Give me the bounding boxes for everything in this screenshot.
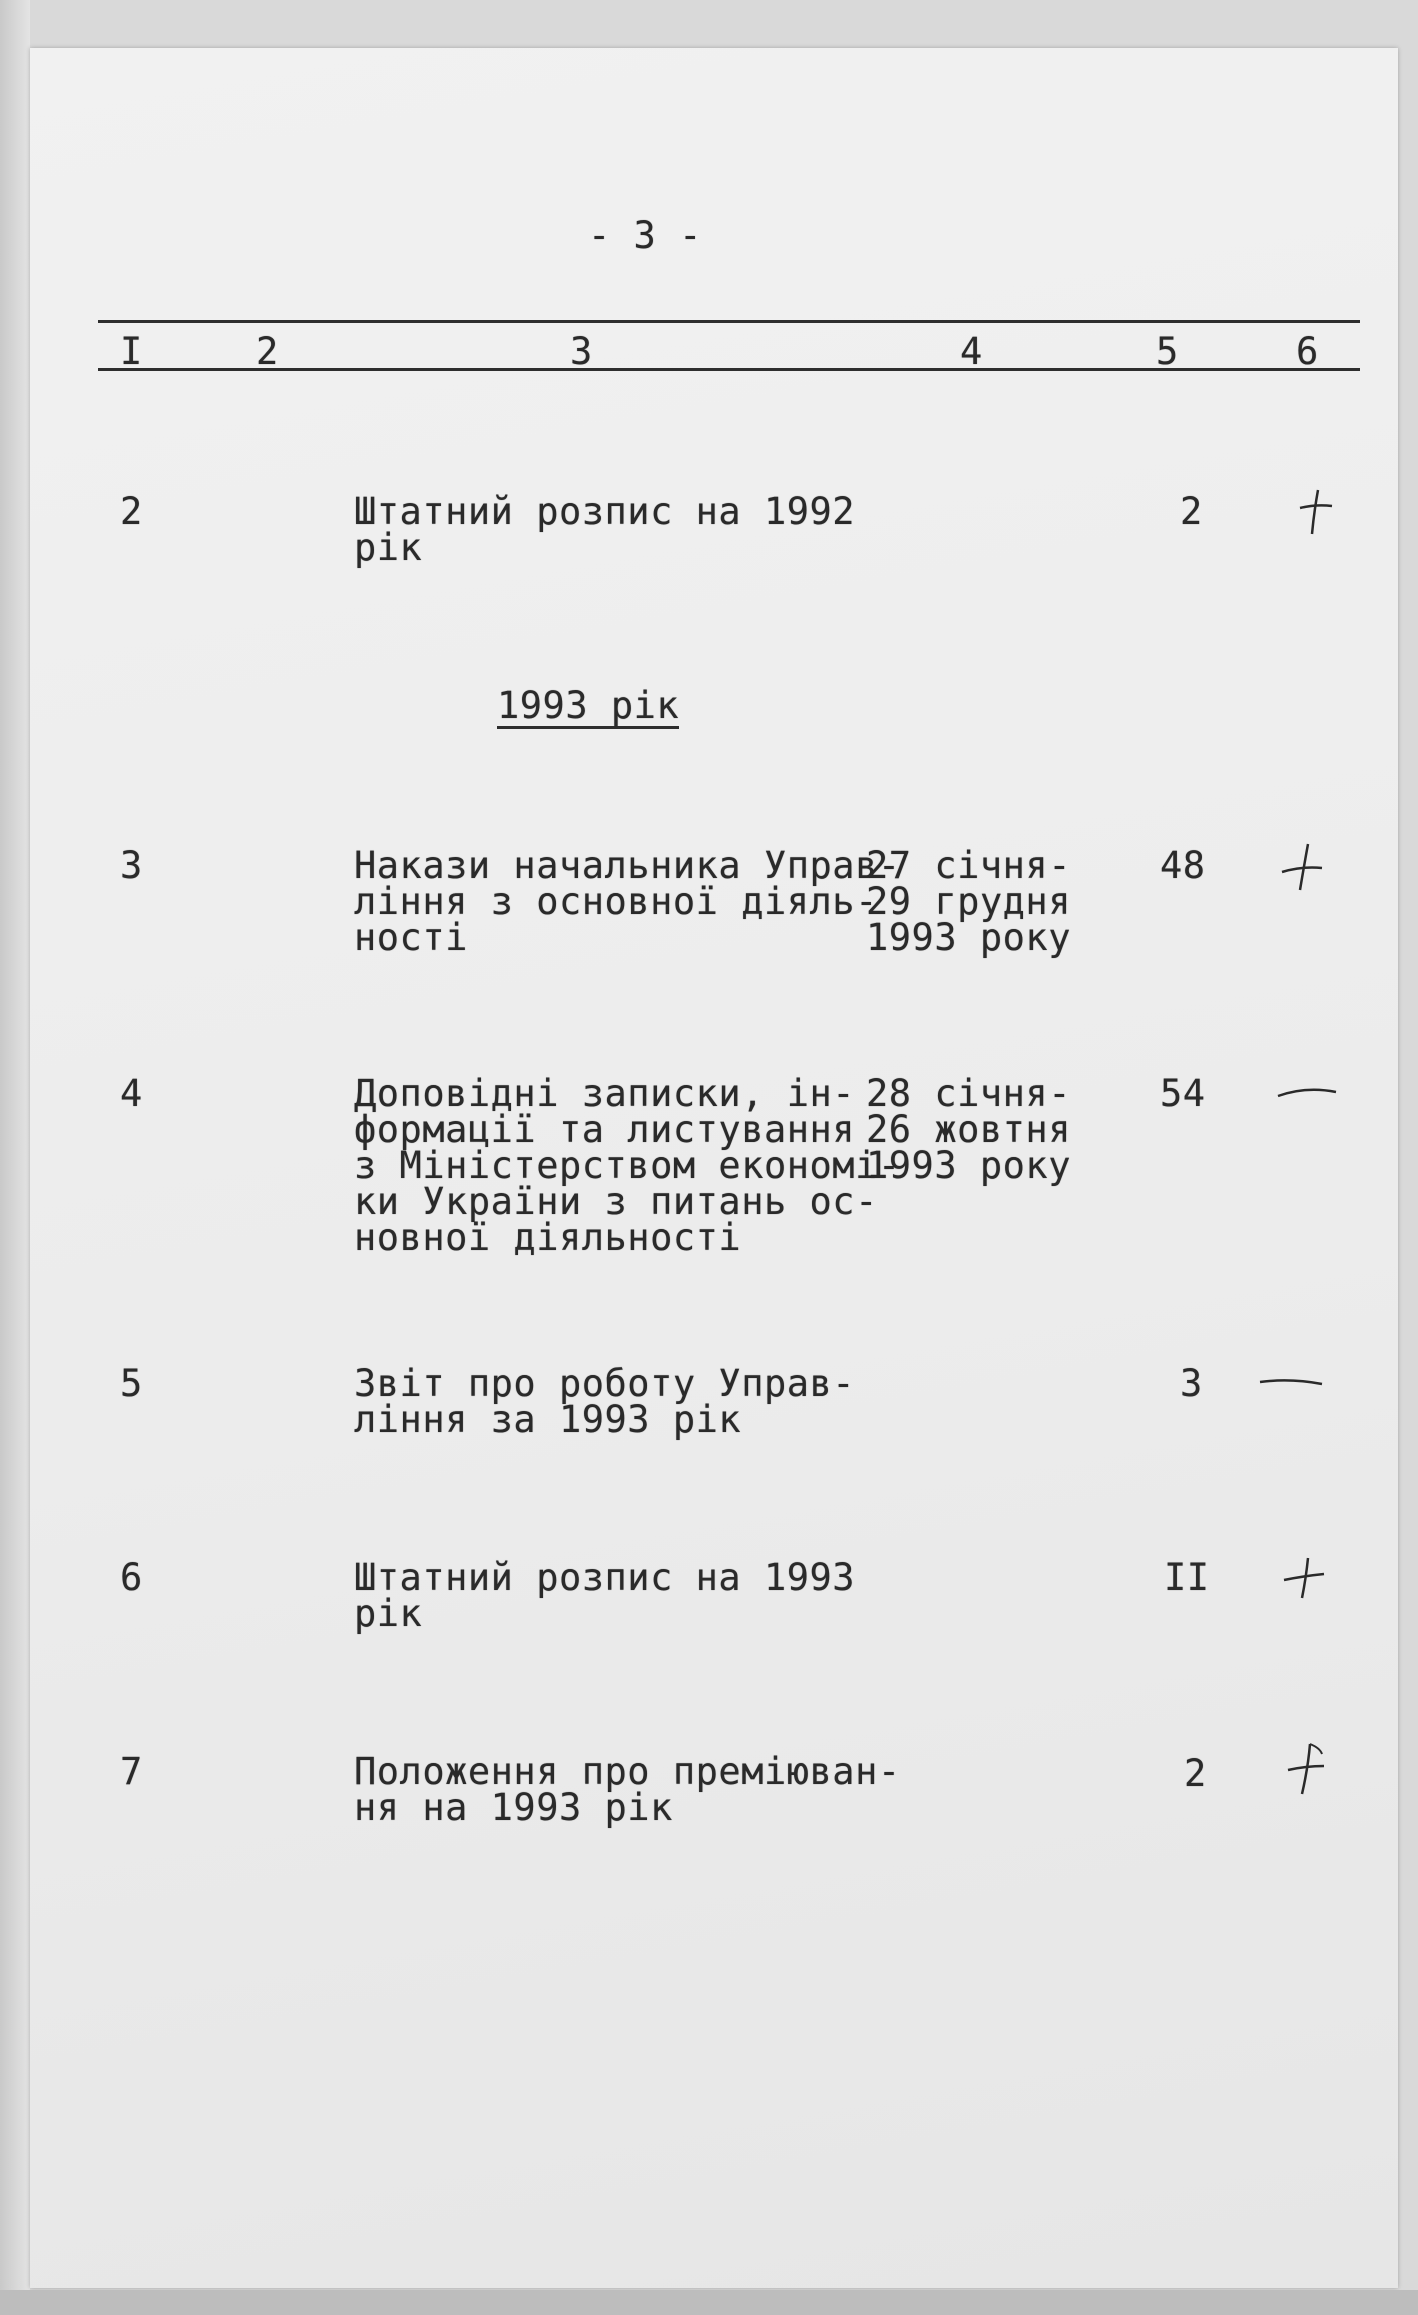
row-date-line: 1993 року	[866, 1144, 1071, 1187]
row-title-line: Звіт про роботу Управ-	[354, 1362, 856, 1405]
row-title-line: ління за 1993 рік	[354, 1398, 742, 1441]
row-title-line: новної діяльності	[354, 1216, 742, 1259]
row-number: 3	[120, 844, 143, 887]
row-number: 2	[120, 490, 143, 533]
row-pages: 54	[1160, 1072, 1206, 1115]
row-pages: 2	[1184, 1752, 1207, 1795]
dash-mark-icon	[1258, 1370, 1326, 1392]
row-date-line: 28 січня-	[866, 1072, 1071, 1115]
column-header-3: 3	[570, 330, 593, 373]
row-date-line: 29 грудня	[866, 880, 1071, 923]
row-title-line: Накази начальника Управ-	[354, 844, 901, 887]
section-heading-year: 1993 рік	[497, 684, 680, 727]
row-pages: II	[1164, 1556, 1210, 1599]
page-number: - 3 -	[588, 214, 702, 257]
column-header-5: 5	[1156, 330, 1179, 373]
row-title-line: Штатний розпис на 1993	[354, 1556, 856, 1599]
row-title-line: Положення про преміюван-	[354, 1750, 901, 1793]
row-title-line: ління з основної діяль-	[354, 880, 878, 923]
scan-left-edge	[0, 0, 30, 2315]
plus-check-mark-icon	[1278, 840, 1326, 892]
row-number: 4	[120, 1072, 143, 1115]
row-date-line: 27 січня-	[866, 844, 1071, 887]
plus-check-mark-icon	[1284, 1740, 1328, 1798]
plus-check-mark-icon	[1296, 486, 1336, 538]
column-header-2: 2	[256, 330, 279, 373]
row-title-line: рік	[354, 1592, 423, 1635]
row-number: 7	[120, 1750, 143, 1793]
row-title-line: з Міністерством економі-	[354, 1144, 901, 1187]
row-title-line: Штатний розпис на 1992	[354, 490, 856, 533]
row-pages: 2	[1180, 490, 1203, 533]
dash-mark-icon	[1276, 1080, 1340, 1104]
row-pages: 48	[1160, 844, 1206, 887]
row-date-line: 1993 року	[866, 916, 1071, 959]
row-title-line: рік	[354, 526, 423, 569]
row-title-line: ки України з питань ос-	[354, 1180, 878, 1223]
row-number: 5	[120, 1362, 143, 1405]
column-header-6: 6	[1296, 330, 1319, 373]
scan-bottom-edge	[0, 2290, 1418, 2315]
row-number: 6	[120, 1556, 143, 1599]
row-title-line: формації та листування	[354, 1108, 856, 1151]
row-pages: 3	[1180, 1362, 1203, 1405]
column-header-1: I	[120, 330, 143, 373]
row-title-line: ності	[354, 916, 468, 959]
row-title-line: ня на 1993 рік	[354, 1786, 673, 1829]
row-date-line: 26 жовтня	[866, 1108, 1071, 1151]
header-top-rule	[98, 320, 1360, 323]
row-title-line: Доповідні записки, ін-	[354, 1072, 856, 1115]
plus-check-mark-icon	[1280, 1556, 1328, 1600]
column-header-4: 4	[960, 330, 983, 373]
